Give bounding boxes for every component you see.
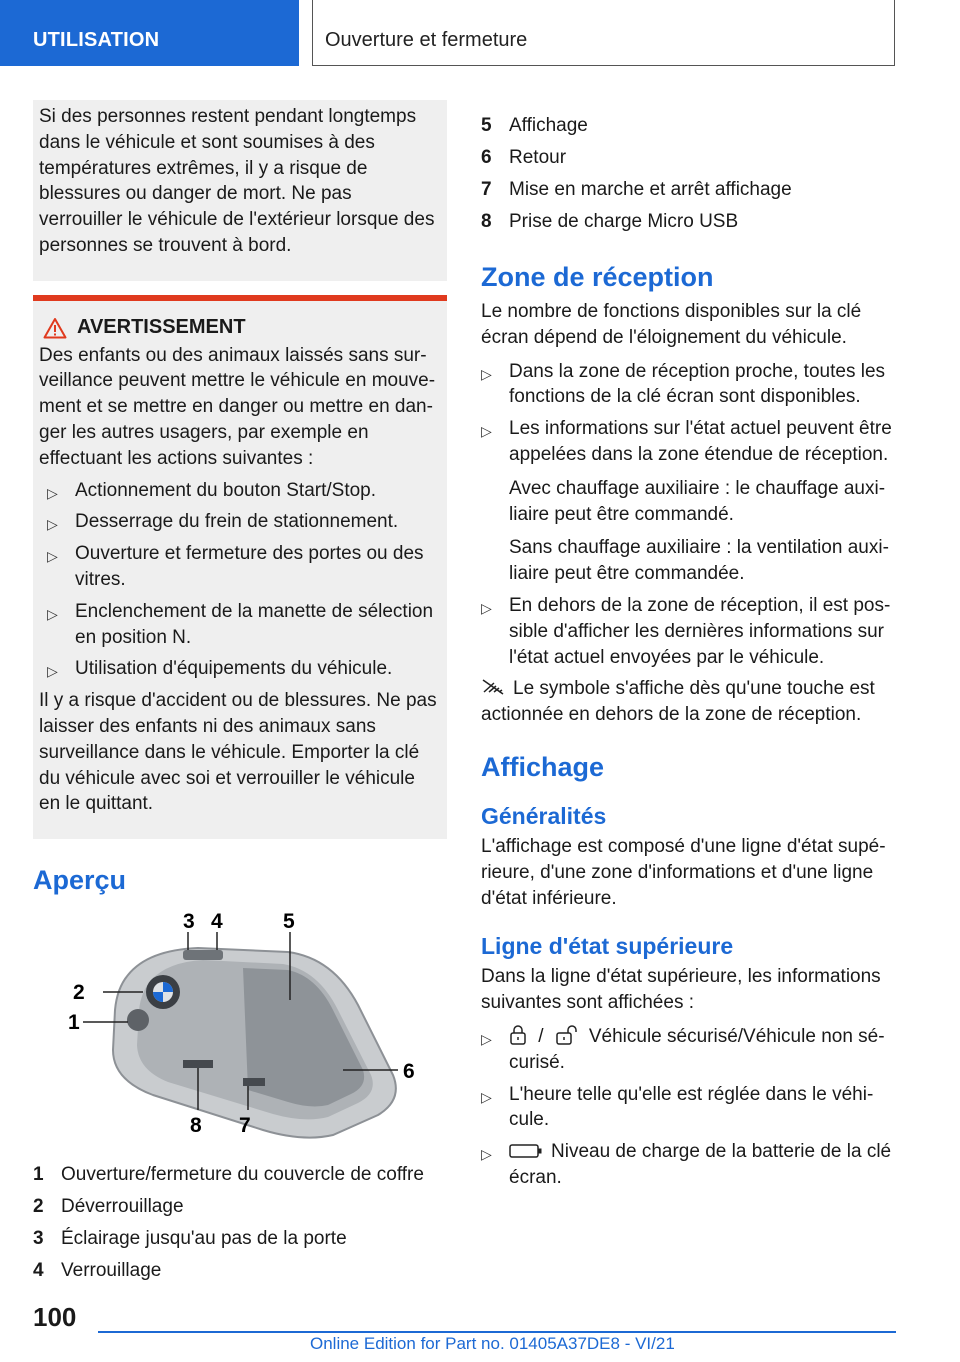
triangle-bullet-icon: ▷ xyxy=(47,484,58,501)
generalites-heading: Généralités xyxy=(481,802,607,829)
section-label: UTILISATION xyxy=(0,0,299,66)
zone-list xyxy=(481,359,901,671)
generalites-text: L'affichage est composé d'une ligne d'état supérieure, d'une zone d'informations et d'une ligne d'état inférieure. xyxy=(481,835,886,909)
warning-list xyxy=(39,478,439,683)
zone-intro: Le nombre de fonctions disponibles sur la clé écran dépend de l'éloignement du véhicule. xyxy=(481,301,862,348)
triangle-bullet-icon: ▷ xyxy=(47,605,58,622)
list-item: ▷ Utilisation d'équipements du véhicule. xyxy=(39,656,439,682)
callout-3: 3 xyxy=(183,910,195,934)
no-signal-icon xyxy=(481,678,507,696)
list-item: 4 Verrouillage xyxy=(33,1260,162,1282)
note-box xyxy=(33,100,447,281)
zone-sub-1: Avec chauffage auxiliaire : le chauffage auxiliaire peut être commandé. xyxy=(509,477,886,525)
display-key-illustration xyxy=(33,910,447,1148)
apercu-list-left xyxy=(33,1159,447,1287)
lock-separator: / xyxy=(538,1025,544,1047)
triangle-bullet-icon: ▷ xyxy=(481,1088,492,1105)
list-item: ▷ Les informations sur l'état actuel peuvent être appelées dans la zone étendue de réception. Avec chauffage auxiliaire : le chauffage auxiliaire peut être commandé. Sans chauffage auxiliaire : la ventilation auxiliaire peut être commandée. xyxy=(481,416,901,587)
list-item: ▷ / Véhicule sécurisé/Véhicule non sécurisé. xyxy=(481,1025,885,1073)
page-header xyxy=(0,0,960,66)
page-number: 100 xyxy=(33,1302,77,1332)
list-item: ▷ Ouverture et fermeture des portes ou des vitres. xyxy=(47,543,424,590)
callout-5: 5 xyxy=(283,910,295,934)
edition-text: Online Edition for Part no. 01405A37DE8 - VI/21 xyxy=(310,1334,675,1353)
apercu-list-right xyxy=(481,110,901,238)
callout-2: 2 xyxy=(73,981,85,1005)
triangle-bullet-icon: ▷ xyxy=(481,423,492,440)
list-item: 7 Mise en marche et arrêt affichage xyxy=(481,179,792,200)
right-column xyxy=(481,110,901,1197)
list-item: ▷ Dans la zone de réception proche, toutes les fonctions de la clé écran sont disponibles. xyxy=(481,360,886,408)
battery-icon xyxy=(509,1143,543,1159)
zone-sub-2: Sans chauffage auxiliaire : la ventilation auxiliaire peut être commandée. xyxy=(509,537,889,585)
zone-heading: Zone de réception xyxy=(481,262,714,292)
triangle-bullet-icon: ▷ xyxy=(47,516,58,533)
list-item: ▷ Niveau de charge de la batterie de la clé écran. xyxy=(481,1141,892,1188)
triangle-bullet-icon: ▷ xyxy=(47,663,58,680)
triangle-bullet-icon: ▷ xyxy=(481,1030,492,1047)
triangle-bullet-icon: ▷ xyxy=(481,599,492,616)
triangle-bullet-icon: ▷ xyxy=(47,548,58,565)
list-item: 6 Retour xyxy=(481,147,567,168)
list-item: ▷ Enclenchement de la manette de sélection en position N. xyxy=(47,600,434,648)
upper-status-intro: Dans la ligne d'état supérieure, les informations suivantes sont affichées : xyxy=(481,966,881,1014)
warning-box xyxy=(33,295,447,839)
warning-header xyxy=(39,315,439,341)
list-item: 8 Prise de charge Micro USB xyxy=(481,211,739,232)
list-item: ▷ Actionnement du bouton Start/Stop. xyxy=(39,478,439,504)
lock-open-icon xyxy=(555,1025,581,1045)
lock-closed-icon xyxy=(509,1025,527,1045)
callout-7: 7 xyxy=(239,1114,251,1138)
list-item: ▷ L'heure telle qu'elle est réglée dans le véhicule. xyxy=(481,1083,874,1131)
upper-status-list xyxy=(481,1024,901,1191)
warning-title: AVERTISSEMENT xyxy=(77,315,246,338)
list-item: ▷ En dehors de la zone de réception, il est possible d'afficher les dernières informations sur l'état actuel envoyées par le véhicule. xyxy=(481,594,891,668)
warning-outro: Il y a risque d'accident ou de blessures. Ne pas laisser des enfants ni des animaux sans surveillance dans le véhicule. Emporter la clé du véhicule avec soi et verrouiller le véhicule en le quittant. xyxy=(39,690,437,815)
triangle-bullet-icon: ▷ xyxy=(481,1146,492,1163)
list-item: 1 Ouverture/fermeture du couvercle de coffre xyxy=(33,1164,424,1186)
upper-status-heading: Ligne d'état supérieure xyxy=(481,933,734,960)
footer-divider xyxy=(98,1331,896,1333)
affichage-heading: Affichage xyxy=(481,751,605,782)
zone-symbol-note: Le symbole s'affiche dès qu'une touche est actionnée en dehors de la zone de réception. xyxy=(481,678,875,726)
note-text: Si des personnes restent pendant longtemps dans le véhicule et sont soumises à des températures extrêmes, il y a risque de blessures ou danger de mort. Ne pas verrouiller le véhicule de l'extérieur lorsque des personnes se trouvent à bord. xyxy=(39,106,435,256)
apercu-heading: Aperçu xyxy=(33,865,127,896)
warning-triangle-icon xyxy=(43,317,67,339)
callout-6: 6 xyxy=(403,1060,415,1084)
list-item: 5 Affichage xyxy=(481,115,588,136)
warning-intro: Des enfants ou des animaux laissés sans surveillance peuvent mettre le véhicule en mouvement et se mettre en danger ou mettre en danger les autres usagers, par exemple en effectuant les actions suivantes : xyxy=(39,344,436,469)
list-item: ▷ Desserrage du frein de stationnement. xyxy=(39,509,439,535)
list-item: 3 Éclairage jusqu'au pas de la porte xyxy=(33,1228,347,1250)
callout-8: 8 xyxy=(190,1114,202,1138)
chapter-title: Ouverture et fermeture xyxy=(312,0,895,66)
list-item: 2 Déverrouillage xyxy=(33,1196,184,1218)
triangle-bullet-icon: ▷ xyxy=(481,365,492,382)
callout-4: 4 xyxy=(211,910,223,934)
left-column xyxy=(33,100,447,1287)
callout-1: 1 xyxy=(68,1011,80,1035)
